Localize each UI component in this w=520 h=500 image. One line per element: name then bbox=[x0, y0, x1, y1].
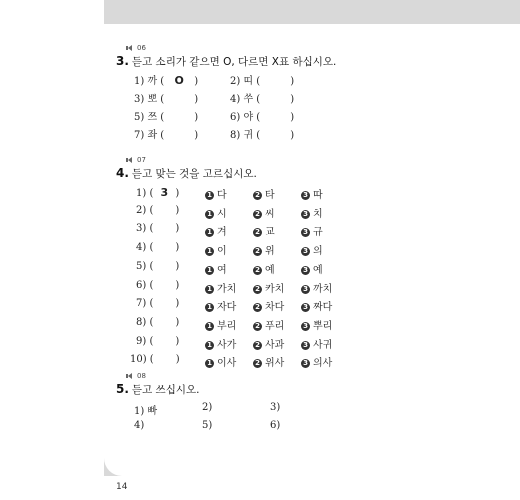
q4-track bbox=[126, 156, 257, 164]
option-marker-icon: 1 bbox=[205, 285, 214, 294]
q4-option[interactable] bbox=[205, 317, 236, 332]
q4-option-text: 시 bbox=[217, 208, 227, 220]
q3-item bbox=[134, 90, 198, 105]
q3-title bbox=[116, 54, 336, 69]
option-marker-icon: 1 bbox=[205, 303, 214, 312]
q3-item-close: ) bbox=[290, 94, 295, 105]
q4-item-label: 10) ( bbox=[130, 354, 154, 366]
q4-item bbox=[130, 354, 180, 365]
q3-item-close: ) bbox=[194, 112, 199, 123]
q4-option[interactable] bbox=[253, 205, 275, 220]
q4-title bbox=[116, 166, 257, 181]
q4-option-text: 사귀 bbox=[313, 339, 333, 351]
q4-option[interactable] bbox=[253, 317, 284, 332]
q4-option[interactable] bbox=[205, 280, 236, 295]
q4-item bbox=[136, 242, 179, 253]
q4-option[interactable] bbox=[301, 261, 323, 276]
answer-field[interactable]: 3 bbox=[160, 186, 169, 199]
q4-option[interactable] bbox=[301, 280, 332, 295]
q4-item-label: 7) ( bbox=[136, 298, 154, 310]
q5-item[interactable] bbox=[202, 402, 212, 413]
option-marker-icon: 2 bbox=[253, 303, 262, 312]
page-number: 14 bbox=[116, 482, 128, 492]
option-marker-icon: 2 bbox=[253, 341, 262, 350]
q3-item-close: ) bbox=[290, 76, 295, 87]
q4-option-text: 이사 bbox=[217, 358, 237, 370]
q4-option[interactable] bbox=[253, 336, 284, 351]
option-marker-icon: 3 bbox=[301, 359, 310, 368]
option-marker-icon: 3 bbox=[301, 322, 310, 331]
q4-option-text: 의사 bbox=[313, 358, 333, 370]
q4-option-text: 예 bbox=[265, 264, 275, 276]
option-marker-icon: 1 bbox=[205, 359, 214, 368]
q4-option-text: 이 bbox=[217, 246, 227, 258]
q3-item bbox=[134, 108, 198, 123]
q4-item bbox=[136, 336, 179, 347]
q4-item bbox=[136, 261, 179, 272]
q4-option-text: 치 bbox=[313, 208, 323, 220]
option-marker-icon: 2 bbox=[253, 322, 262, 331]
q3-item-label: 3) 뽀 ( bbox=[134, 94, 165, 105]
q4-option-text: 타 bbox=[265, 190, 275, 201]
q4-option-text: 예 bbox=[313, 264, 323, 276]
speaker-icon bbox=[126, 373, 133, 379]
q3-item-label: 7) 좌 ( bbox=[134, 130, 165, 141]
q5-track bbox=[126, 372, 199, 380]
q4-option-text: 교 bbox=[265, 227, 275, 239]
q4-option[interactable] bbox=[301, 298, 332, 313]
q4-option-text: 규 bbox=[313, 227, 323, 239]
option-marker-icon: 2 bbox=[253, 359, 262, 368]
q4-item-label: 4) ( bbox=[136, 242, 154, 254]
q4-option-text: 따 bbox=[313, 190, 323, 201]
q4-item bbox=[136, 223, 179, 234]
option-marker-icon: 3 bbox=[301, 303, 310, 312]
q4-option[interactable] bbox=[253, 298, 284, 313]
q3-item-label: 8) 귀 ( bbox=[230, 130, 261, 141]
q4-option[interactable] bbox=[253, 280, 284, 295]
q5-item[interactable] bbox=[202, 420, 212, 431]
option-marker-icon: 1 bbox=[205, 266, 214, 275]
q4-item bbox=[136, 298, 179, 309]
q4-item bbox=[136, 280, 179, 291]
q4-option-text: 자다 bbox=[217, 302, 237, 314]
q4-option[interactable] bbox=[205, 336, 236, 351]
q4-item-label: 8) ( bbox=[136, 316, 154, 328]
q5-track-number: 08 bbox=[137, 372, 146, 380]
speaker-icon bbox=[126, 157, 133, 163]
q5-instruction: 듣고 쓰십시오. bbox=[131, 384, 200, 396]
q4-item-close: ) bbox=[175, 204, 180, 216]
q4-option[interactable] bbox=[205, 261, 227, 276]
option-marker-icon: 3 bbox=[301, 341, 310, 350]
q4-item-close: ) bbox=[175, 242, 180, 254]
q4-option-text: 사과 bbox=[265, 339, 285, 351]
q4-option[interactable] bbox=[301, 336, 332, 351]
q4-item-close: ) bbox=[175, 223, 180, 235]
q4-option[interactable] bbox=[205, 354, 236, 369]
q4-item-label: 3) ( bbox=[136, 223, 154, 235]
option-marker-icon: 3 bbox=[301, 285, 310, 294]
q4-option-text: 차다 bbox=[265, 302, 285, 314]
q4-option-text: 부리 bbox=[217, 320, 237, 332]
speaker-icon bbox=[126, 45, 133, 51]
option-marker-icon: 2 bbox=[253, 210, 262, 219]
option-marker-icon: 3 bbox=[301, 247, 310, 256]
q4-item bbox=[136, 205, 179, 216]
q4-option-text: 여 bbox=[217, 264, 227, 276]
q4-option-text: 겨 bbox=[217, 227, 227, 239]
q3-item bbox=[230, 72, 294, 87]
q4-item-label: 6) ( bbox=[136, 279, 154, 291]
q4-option[interactable] bbox=[301, 186, 323, 201]
left-margin bbox=[0, 0, 104, 500]
q5-item-label: 1) 빠 bbox=[134, 406, 158, 417]
q3-item-close: ) bbox=[194, 76, 199, 87]
q3-item-label: 1) 까 ( bbox=[134, 76, 165, 87]
q3-item-close: ) bbox=[290, 112, 295, 123]
q4-option[interactable] bbox=[301, 354, 332, 369]
q4-item-close: ) bbox=[175, 335, 180, 347]
q3-item bbox=[230, 108, 294, 123]
q3-item-close: ) bbox=[290, 130, 295, 141]
q4-option-text: 다 bbox=[217, 190, 227, 201]
q5-item-label: 3) bbox=[270, 402, 281, 413]
q4-option-text: 사가 bbox=[217, 339, 237, 351]
option-marker-icon: 2 bbox=[253, 228, 262, 237]
q4-option[interactable] bbox=[301, 223, 323, 238]
option-marker-icon: 2 bbox=[253, 266, 262, 275]
q4-option[interactable] bbox=[253, 223, 275, 238]
q3-track bbox=[126, 44, 336, 52]
option-marker-icon: 2 bbox=[253, 191, 262, 200]
option-marker-icon: 3 bbox=[301, 210, 310, 219]
q4-option[interactable] bbox=[301, 317, 332, 332]
q4-option[interactable] bbox=[301, 205, 323, 220]
q3-item-close: ) bbox=[194, 130, 199, 141]
q3-item-label: 6) 야 ( bbox=[230, 112, 261, 123]
q3-number: 3. bbox=[116, 54, 129, 68]
option-marker-icon: 2 bbox=[253, 285, 262, 294]
q4-option[interactable] bbox=[301, 242, 323, 257]
q4-instruction: 듣고 맞는 것을 고르십시오. bbox=[131, 168, 257, 180]
q5-item-label: 4) bbox=[134, 420, 145, 431]
q5-item-label: 2) bbox=[202, 402, 213, 413]
q5-item[interactable] bbox=[270, 420, 280, 431]
q3-item-label: 5) 쯔 ( bbox=[134, 112, 165, 123]
option-marker-icon: 1 bbox=[205, 228, 214, 237]
q5-item-label: 6) bbox=[270, 420, 281, 431]
q4-option[interactable] bbox=[253, 261, 275, 276]
q3-item bbox=[134, 72, 198, 87]
q4-item-close: ) bbox=[175, 316, 180, 328]
q4-item-label: 9) ( bbox=[136, 335, 154, 347]
q3-item bbox=[230, 126, 294, 141]
q4-track-number: 07 bbox=[137, 156, 146, 164]
option-marker-icon: 1 bbox=[205, 322, 214, 331]
q4-option-text: 위 bbox=[265, 246, 275, 258]
q4-item-close: ) bbox=[175, 298, 180, 310]
q3-item-label: 2) 띠 ( bbox=[230, 76, 261, 87]
q4-option-text: 뿌리 bbox=[313, 320, 333, 332]
q5-item[interactable] bbox=[134, 402, 157, 417]
option-marker-icon: 1 bbox=[205, 247, 214, 256]
q4-option-text: 씨 bbox=[265, 208, 275, 220]
option-marker-icon: 1 bbox=[205, 191, 214, 200]
q4-option-text: 짜다 bbox=[313, 302, 333, 314]
option-marker-icon: 1 bbox=[205, 210, 214, 219]
q4-option[interactable] bbox=[253, 186, 275, 201]
q4-option[interactable] bbox=[205, 223, 227, 238]
option-marker-icon: 3 bbox=[301, 228, 310, 237]
q5-item[interactable] bbox=[270, 402, 280, 413]
q4-option[interactable] bbox=[205, 298, 236, 313]
q4-option-text: 위사 bbox=[265, 358, 285, 370]
q4-option-text: 까치 bbox=[313, 283, 333, 295]
q3-item-label: 4) 쑤 ( bbox=[230, 94, 261, 105]
answer-field[interactable]: O bbox=[174, 74, 184, 87]
q4-option-text: 카치 bbox=[265, 283, 285, 295]
q3-item bbox=[230, 90, 294, 105]
q3-header bbox=[116, 44, 336, 69]
q4-option[interactable] bbox=[205, 242, 227, 257]
q4-option[interactable] bbox=[253, 242, 275, 257]
q4-option[interactable] bbox=[205, 205, 227, 220]
bottom-margin bbox=[0, 476, 520, 500]
q4-item-close: ) bbox=[175, 188, 180, 199]
q5-number: 5. bbox=[116, 382, 129, 396]
q4-option[interactable] bbox=[205, 186, 227, 201]
q4-item bbox=[136, 186, 179, 199]
q4-header bbox=[116, 156, 257, 181]
q4-item-label: 1) ( bbox=[136, 188, 154, 199]
q4-option-text: 푸리 bbox=[265, 320, 285, 332]
q4-item-label: 5) ( bbox=[136, 260, 154, 272]
option-marker-icon: 1 bbox=[205, 341, 214, 350]
q5-title bbox=[116, 382, 199, 397]
q3-instruction: 듣고 소리가 같으면 O, 다르면 X표 하십시오. bbox=[131, 56, 337, 68]
q4-item-label: 2) ( bbox=[136, 204, 154, 216]
option-marker-icon: 3 bbox=[301, 266, 310, 275]
q4-item-close: ) bbox=[175, 260, 180, 272]
q5-item-label: 5) bbox=[202, 420, 213, 431]
q5-header bbox=[116, 372, 199, 397]
q3-item bbox=[134, 126, 198, 141]
q4-item-close: ) bbox=[175, 354, 180, 366]
q4-option[interactable] bbox=[253, 354, 284, 369]
q4-option-text: 의 bbox=[313, 246, 323, 258]
q4-number: 4. bbox=[116, 166, 129, 180]
option-marker-icon: 3 bbox=[301, 191, 310, 200]
q3-track-number: 06 bbox=[137, 44, 146, 52]
q5-item[interactable] bbox=[134, 420, 144, 431]
q4-option-text: 가치 bbox=[217, 283, 237, 295]
q4-item bbox=[136, 317, 179, 328]
option-marker-icon: 2 bbox=[253, 247, 262, 256]
q4-item-close: ) bbox=[175, 279, 180, 291]
q3-item-close: ) bbox=[194, 94, 199, 105]
